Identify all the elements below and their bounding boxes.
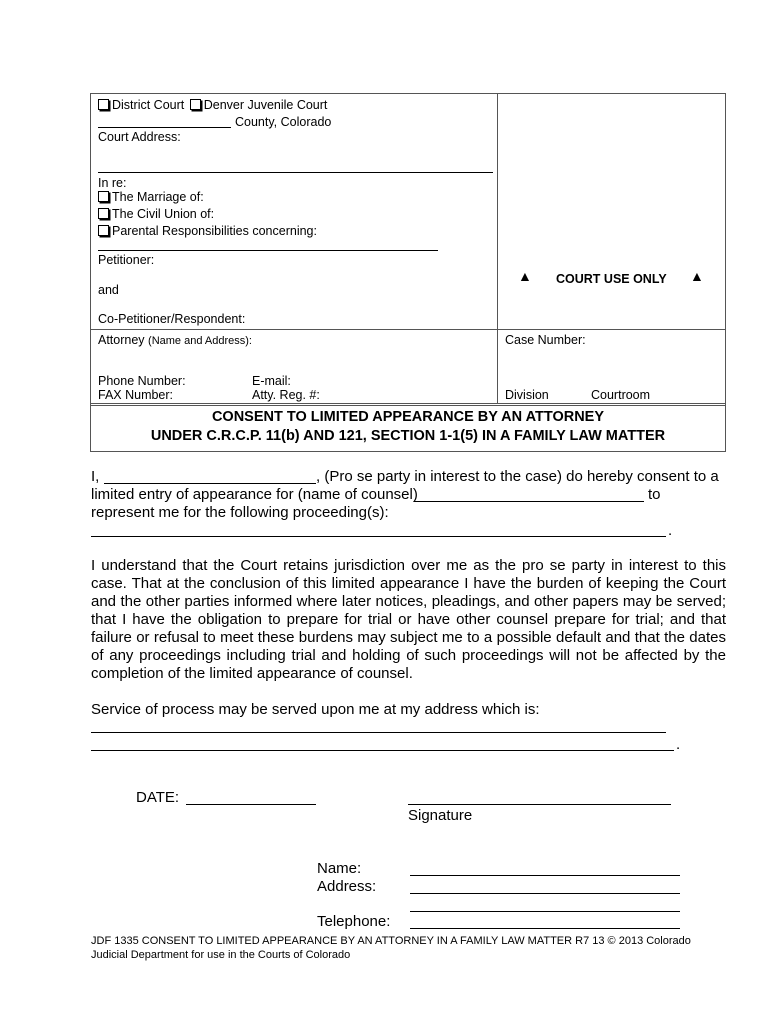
in-re-label: In re: [98,176,127,190]
court-selection [98,98,327,113]
footer-line1: JDF 1335 CONSENT TO LIMITED APPEARANCE BY AN ATTORNEY IN A FAMILY LAW MATTER R7 13 © 2013 Colorado [91,935,691,947]
county-label: County, Colorado [235,115,332,129]
form-title-line2: UNDER C.R.C.P. 11(b) AND 121, SECTION 1-1(5) IN A FAMILY LAW MATTER [150,428,666,444]
jurisdiction-paragraph: I understand that the Court retains jurisdiction over me as the pro se party in interest to this case. That at the conclusion of this limited appearance I have the burden of keeping the Court and the other parties informed where later notices, pleadings, and other papers may be served; that I have the obligation to prepare for trial or have other counsel prepare for trial; and that failure or refusal to meet these burdens may subject me to a possible default and that the dates of any proceedings including trial and holding of such proceedings will not be affected by the completion of the limited appearance of counsel. [91,557,726,682]
county-blank[interactable] [98,127,231,128]
and-label: and [98,283,119,297]
proceedings-period: . [668,522,673,539]
telephone-blank[interactable] [410,928,680,929]
parental-responsibilities-option [98,224,317,239]
district-court-checkbox[interactable] [98,99,109,110]
date-label: DATE: [136,789,180,806]
case-number-label: Case Number: [505,333,586,347]
party-name-blank[interactable] [104,483,316,484]
marriage-checkbox[interactable] [98,191,109,202]
caption-divider-attorney [90,329,725,330]
court-address-line[interactable] [98,172,493,173]
triangle-left-icon: ▲ [518,268,532,284]
court-address-label: Court Address: [98,130,181,144]
signature-line[interactable] [408,804,671,805]
service-period: . [676,736,681,753]
i-label: I, [91,468,100,485]
marriage-option [98,190,204,205]
triangle-right-icon: ▲ [690,268,704,284]
proceedings-blank[interactable] [91,536,666,537]
footer-line2: Judicial Department for use in the Courts of Colorado [91,949,351,961]
civil-union-label: The Civil Union of: [112,207,215,221]
phone-number-label: Phone Number: [98,374,186,388]
service-address-line1[interactable] [91,732,666,733]
name-blank[interactable] [410,875,680,876]
address-label: Address: [317,878,377,895]
name-label: Name: [317,860,362,877]
petitioner-label: Petitioner: [98,253,155,267]
consent-line2-start: limited entry of appearance for (name of counsel) [91,486,418,503]
address-blank-1[interactable] [410,893,680,894]
civil-union-option [98,207,214,222]
parental-responsibilities-checkbox[interactable] [98,225,109,236]
respondent-label: Co-Petitioner/Respondent: [98,312,246,326]
consent-line2-end: to [648,486,661,503]
parental-responsibilities-label: Parental Responsibilities concerning: [112,224,317,238]
telephone-label: Telephone: [317,913,391,930]
service-address-line2[interactable] [91,750,674,751]
email-label: E-mail: [252,374,291,388]
consent-line3: represent me for the following proceeding(s): [91,504,389,521]
form-title-line1: CONSENT TO LIMITED APPEARANCE BY AN ATTORNEY [211,409,605,425]
counsel-name-blank[interactable] [414,501,644,502]
attorney-label-sub: (Name and Address): [148,335,252,347]
attorney-label-main: Attorney [98,333,145,347]
consent-line1: , (Pro se party in interest to the case) do hereby consent to a [316,468,719,485]
civil-union-checkbox[interactable] [98,208,109,219]
court-use-only-label: COURT USE ONLY [556,272,667,286]
atty-reg-label: Atty. Reg. #: [252,388,320,402]
caption-divider-vertical [497,93,498,404]
fax-number-label: FAX Number: [98,388,174,402]
party-names-line[interactable] [98,250,438,251]
signature-label: Signature [408,807,473,824]
attorney-label [98,333,252,349]
service-text: Service of process may be served upon me at my address which is: [91,701,540,718]
date-blank[interactable] [186,804,316,805]
denver-juvenile-court-checkbox[interactable] [190,99,201,110]
marriage-label: The Marriage of: [112,190,204,204]
division-label: Division [505,388,549,402]
denver-juvenile-court-label: Denver Juvenile Court [203,98,328,112]
courtroom-label: Courtroom [591,388,651,402]
district-court-label: District Court [112,98,185,112]
address-blank-2[interactable] [410,911,680,912]
